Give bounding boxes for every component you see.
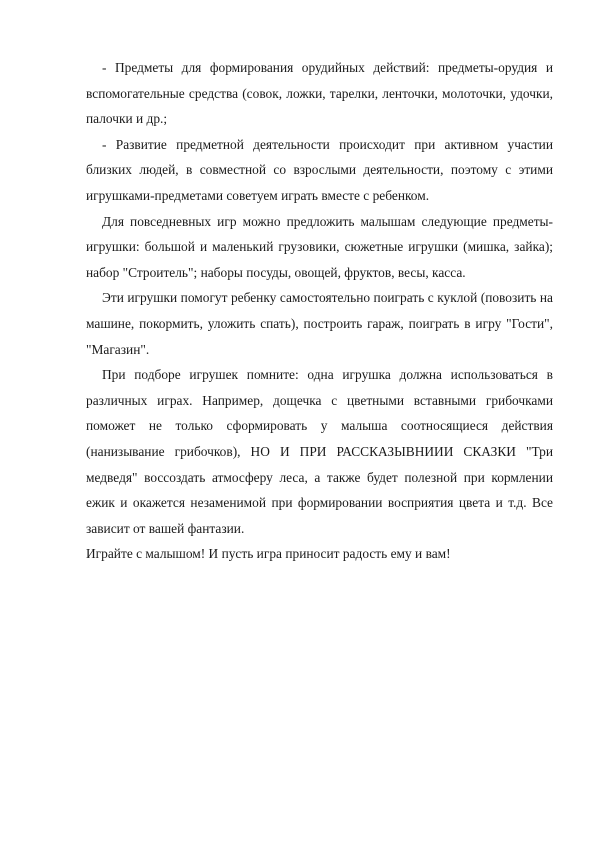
- paragraph-everyday-toys: Для повседневных игр можно предложить малышам следующие предметы-игрушки: большой и маленький грузовики, сюжетные игрушки (мишка, зайка); набор "Строитель"; наборы посуды, овощей, фруктов, весы, касса.: [86, 213, 553, 280]
- paragraph-independent-play: Эти игрушки помогут ребенку самостоятельно поиграть с куклой (повозить на машине, покормить, уложить спать), построить гараж, поиграть в игру "Гости", "Магазин".: [86, 290, 553, 357]
- document-body: [86, 55, 553, 567]
- paragraph-adult-participation: - Развитие предметной деятельности происходит при активном участии близких людей, в совместной со взрослыми деятельности, поэтому с этими игрушками-предметами советуем играть вместе с ребенком.: [86, 136, 553, 203]
- paragraph-closing: Играйте с малышом! И пусть игра приносит радость ему и вам!: [86, 546, 451, 562]
- paragraph-tools-list: - Предметы для формирования орудийных действий: предметы-орудия и вспомогательные средства (совок, ложки, тарелки, ленточки, молоточки, удочки, палочки и др.;: [86, 60, 553, 127]
- paragraph-toy-selection: При подборе игрушек помните: одна игрушка должна использоваться в различных играх. Например, дощечка с цветными вставными грибочками поможет не только сформировать у малыша соотносящиеся действия (нанизывание грибочков), НО И ПРИ РАССКАЗЫВНИИИ СКАЗКИ "Три медведя" воссоздать атмосферу леса, а также будет полезной при кормлении ежик и окажется незаменимой при формировании восприятия цвета и т.д. Все зависит от вашей фантазии.: [86, 367, 553, 536]
